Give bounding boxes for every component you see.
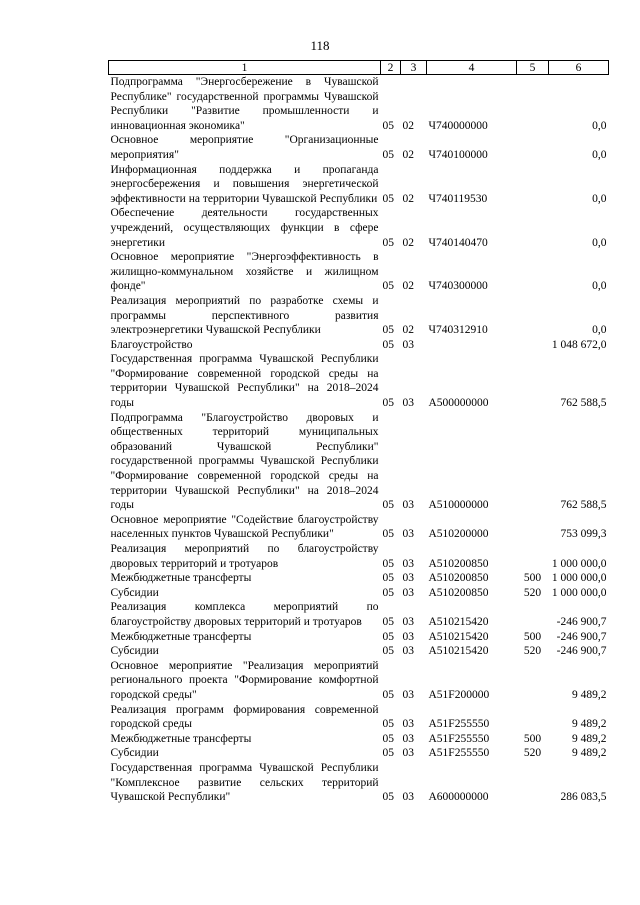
row-target-article: А510200850: [428, 572, 489, 585]
row-target-article: А510200850: [428, 557, 489, 570]
row-name: Государственная программа Чувашской Республики "Формирование современной городской среды на территории Чувашской Республики" на 2018–2024 годы: [110, 353, 379, 410]
row-name: Субсидии: [110, 645, 159, 658]
row-amount: 0,0: [592, 192, 607, 205]
row-expense-type: [517, 133, 549, 162]
row-section: 05: [382, 528, 394, 541]
row-target-article: А500000000: [428, 397, 489, 410]
row-expense-type: [517, 75, 549, 134]
table-header-row: [109, 61, 609, 75]
table-row: [109, 644, 609, 659]
row-subsection: 03: [402, 791, 414, 804]
row-amount: 9 489,2: [572, 688, 607, 701]
row-name: Субсидии: [110, 586, 159, 599]
column-header-subsection: 3: [401, 61, 427, 75]
row-amount: 0,0: [592, 236, 607, 249]
row-subsection: 03: [402, 586, 414, 599]
row-section: 05: [382, 630, 394, 643]
row-target-article: А51F200000: [428, 688, 490, 701]
row-name: Реализация мероприятий по благоустройству дворовых территорий и тротуаров: [110, 543, 379, 570]
row-amount: 753 099,3: [560, 528, 607, 541]
row-subsection: 03: [402, 572, 414, 585]
row-expense-type: [517, 542, 549, 571]
table-body: [109, 75, 609, 805]
row-subsection: 02: [402, 280, 414, 293]
row-section: 05: [382, 119, 394, 132]
column-header-expense-type: 5: [517, 61, 549, 75]
row-amount: 1 048 672,0: [551, 338, 607, 351]
row-expense-type: 500: [523, 572, 542, 585]
row-section: 05: [382, 791, 394, 804]
row-amount: 1 000 000,0: [551, 572, 607, 585]
row-section: 05: [382, 645, 394, 658]
row-section: 05: [382, 338, 394, 351]
row-name: Реализация комплекса мероприятий по благоустройству дворовых территорий и тротуаров: [110, 601, 379, 628]
table-row: [109, 659, 609, 703]
row-amount: -246 900,7: [556, 645, 607, 658]
row-subsection: 02: [402, 119, 414, 132]
table-row: [109, 133, 609, 162]
row-name: Межбюджетные трансферты: [110, 630, 252, 643]
row-amount: 9 489,2: [572, 747, 607, 760]
table-row: [109, 352, 609, 410]
row-expense-type: [517, 761, 549, 805]
row-section: 05: [382, 732, 394, 745]
row-target-article: А510215420: [428, 645, 489, 658]
row-section: 05: [382, 586, 394, 599]
row-expense-type: [517, 513, 549, 542]
row-expense-type: 520: [523, 645, 542, 658]
row-name: Информационная поддержка и пропаганда энергосбережения и повышения энергетической эффективности на территории Чувашской Республики: [110, 163, 379, 205]
row-expense-type: 520: [523, 747, 542, 760]
row-expense-type: [517, 600, 549, 629]
row-target-article: А510200850: [428, 586, 489, 599]
row-amount: 0,0: [592, 148, 607, 161]
row-amount: 762 588,5: [560, 397, 607, 410]
table-row: [109, 703, 609, 732]
row-amount: 0,0: [592, 324, 607, 337]
row-section: 05: [382, 148, 394, 161]
column-header-target-article: 4: [427, 61, 517, 75]
row-expense-type: [517, 338, 549, 353]
page-number: 118: [310, 38, 330, 53]
row-subsection: 03: [402, 732, 414, 745]
table-row: [109, 411, 609, 513]
row-name: Обеспечение деятельности государственных учреждений, осуществляющих функции в сфере энергетики: [110, 207, 379, 249]
row-subsection: 03: [402, 557, 414, 570]
row-expense-type: 500: [523, 630, 542, 643]
row-target-article: А600000000: [428, 791, 489, 804]
row-amount: -246 900,7: [556, 615, 607, 628]
table-row: [109, 163, 609, 207]
row-subsection: 02: [402, 324, 414, 337]
column-header-amount: 6: [549, 61, 609, 75]
row-subsection: 02: [402, 236, 414, 249]
row-subsection: 03: [402, 718, 414, 731]
table-row: [109, 513, 609, 542]
row-expense-type: [517, 250, 549, 294]
row-expense-type: 500: [523, 732, 542, 745]
row-expense-type: [517, 703, 549, 732]
row-expense-type: 520: [523, 586, 542, 599]
row-target-article: Ч740100000: [428, 148, 488, 161]
row-target-article: А51F255550: [428, 747, 490, 760]
row-name: Межбюджетные трансферты: [110, 572, 252, 585]
row-section: 05: [382, 192, 394, 205]
table-row: [109, 761, 609, 805]
row-amount: 9 489,2: [572, 732, 607, 745]
row-subsection: 03: [402, 499, 414, 512]
table-row: [109, 571, 609, 586]
row-expense-type: [517, 206, 549, 250]
row-amount: 1 000 000,0: [551, 586, 607, 599]
row-target-article: А510000000: [428, 499, 489, 512]
row-section: 05: [382, 557, 394, 570]
row-target-article: Ч740119530: [428, 192, 488, 205]
row-subsection: 03: [402, 338, 414, 351]
row-target-article: А510215420: [428, 615, 489, 628]
row-subsection: 03: [402, 615, 414, 628]
row-name: Государственная программа Чувашской Республики "Комплексное развитие сельских территорий Чувашской Республики": [110, 761, 379, 804]
row-section: 05: [382, 718, 394, 731]
row-amount: 762 588,5: [560, 499, 607, 512]
column-header-section: 2: [381, 61, 401, 75]
row-subsection: 02: [402, 192, 414, 205]
row-name: Основное мероприятие "Организационные мероприятия": [110, 134, 379, 161]
row-name: Реализация программ формирования современной городской среды: [110, 703, 379, 731]
row-section: 05: [382, 615, 394, 628]
row-target-article: [427, 338, 517, 353]
row-expense-type: [517, 163, 549, 207]
row-amount: -246 900,7: [556, 630, 607, 643]
row-target-article: А51F255550: [428, 732, 490, 745]
table-row: [109, 250, 609, 294]
row-target-article: А510200000: [428, 528, 489, 541]
row-target-article: А51F255550: [428, 718, 490, 731]
row-name: Субсидии: [110, 747, 159, 760]
row-expense-type: [517, 659, 549, 703]
row-target-article: Ч740140470: [428, 236, 488, 249]
row-subsection: 03: [402, 688, 414, 701]
row-subsection: 03: [402, 528, 414, 541]
row-name: Подпрограмма "Энергосбережение в Чувашской Республике" государственной программы Чувашской Республики "Развитие промышленности и инновационная экономика": [110, 76, 379, 132]
row-target-article: А510215420: [428, 630, 489, 643]
row-expense-type: [517, 411, 549, 513]
row-name: Основное мероприятие "Содействие благоустройству населенных пунктов Чувашской Республики": [110, 513, 379, 541]
row-name: Подпрограмма "Благоустройство дворовых и общественных территорий муниципальных образований Чувашской Республики" государственной программы Чувашской Республики "Формирование современной городской среды на территории Чувашской Республики" на 2018–2024 годы: [110, 411, 379, 512]
row-name: Благоустройство: [110, 338, 193, 351]
table-row: [109, 746, 609, 761]
row-section: 05: [382, 572, 394, 585]
row-target-article: Ч740000000: [428, 119, 488, 132]
table-row: [109, 732, 609, 747]
row-subsection: 03: [402, 747, 414, 760]
row-subsection: 02: [402, 148, 414, 161]
table-row: [109, 542, 609, 571]
row-section: 05: [382, 236, 394, 249]
row-amount: 0,0: [592, 119, 607, 132]
row-expense-type: [517, 352, 549, 410]
row-amount: 0,0: [592, 280, 607, 293]
row-section: 05: [382, 747, 394, 760]
row-target-article: Ч740300000: [428, 280, 488, 293]
row-name: Межбюджетные трансферты: [110, 732, 252, 745]
table-row: [109, 338, 609, 353]
table-row: [109, 206, 609, 250]
table-row: [109, 630, 609, 645]
table-row: [109, 294, 609, 338]
table-row: [109, 586, 609, 601]
row-amount: 9 489,2: [572, 718, 607, 731]
row-name: Основное мероприятие "Энергоэффективность в жилищно-коммунальном хозяйстве и жилищном фонде": [110, 251, 379, 293]
row-section: 05: [382, 499, 394, 512]
row-name: Основное мероприятие "Реализация мероприятий регионального проекта "Формирование комфортной городской среды": [110, 659, 379, 701]
table-row: [109, 600, 609, 629]
row-name: Реализация мероприятий по разработке схемы и программы перспективного развития электроэнергетики Чувашской Республики: [110, 294, 379, 337]
column-header-name: 1: [109, 61, 381, 75]
row-subsection: 03: [402, 397, 414, 410]
row-amount: 1 000 000,0: [551, 557, 607, 570]
row-section: 05: [382, 688, 394, 701]
row-subsection: 03: [402, 645, 414, 658]
row-section: 05: [382, 324, 394, 337]
row-section: 05: [382, 280, 394, 293]
row-amount: 286 083,5: [560, 791, 607, 804]
table-row: [109, 75, 609, 134]
row-subsection: 03: [402, 630, 414, 643]
row-expense-type: [517, 294, 549, 338]
row-target-article: Ч740312910: [428, 324, 488, 337]
budget-table: [108, 60, 609, 805]
row-section: 05: [382, 397, 394, 410]
